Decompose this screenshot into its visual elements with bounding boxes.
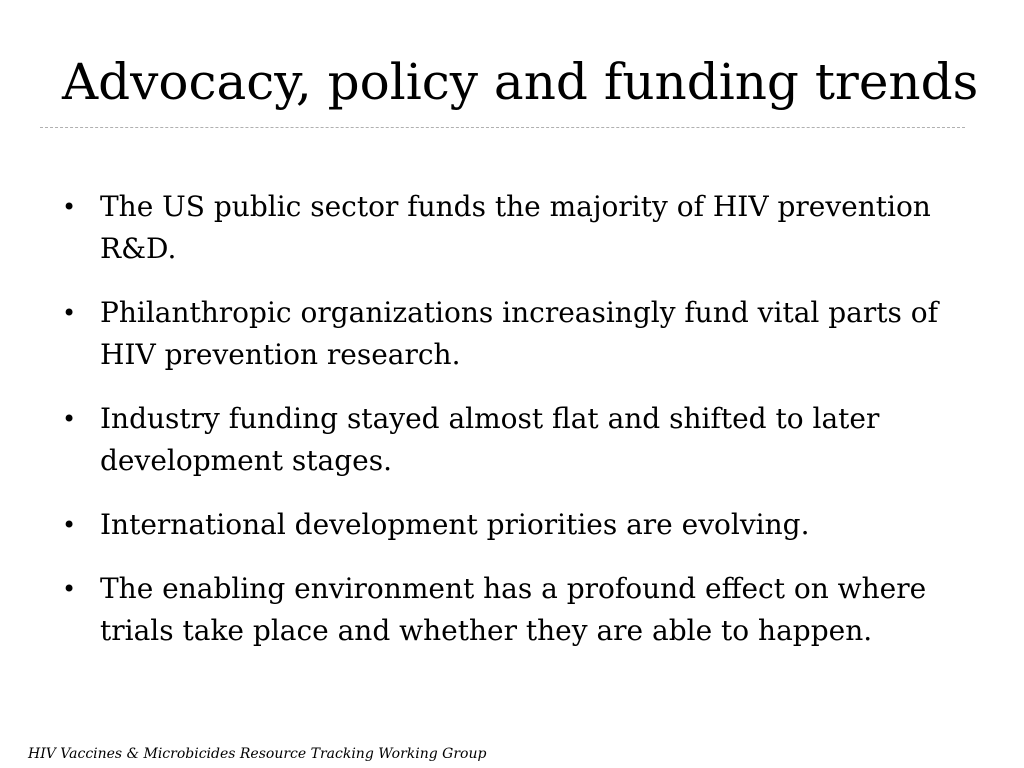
bullet-text: Industry funding stayed almost flat and shifted to later development stages. (100, 402, 880, 477)
bullet-list (62, 186, 962, 674)
slide-title: Advocacy, policy and funding trends (62, 53, 979, 111)
bullet-item (62, 568, 962, 652)
bullet-item (62, 186, 962, 270)
slide-footer: HIV Vaccines & Microbicides Resource Tracking Working Group (28, 746, 487, 762)
bullet-item (62, 398, 962, 482)
bullet-text: The US public sector funds the majority of HIV prevention R&D. (100, 190, 931, 265)
bullet-item (62, 292, 962, 376)
title-divider (40, 127, 965, 128)
bullet-icon: • (62, 405, 77, 433)
bullet-icon: • (62, 193, 77, 221)
bullet-item (62, 504, 962, 546)
bullet-text: International development priorities are evolving. (100, 508, 810, 541)
bullet-text: Philanthropic organizations increasingly fund vital parts of HIV prevention research. (100, 296, 939, 371)
bullet-text: The enabling environment has a profound effect on where trials take place and whether they are able to happen. (100, 572, 927, 647)
bullet-icon: • (62, 575, 77, 603)
bullet-icon: • (62, 299, 77, 327)
bullet-icon: • (62, 511, 77, 539)
